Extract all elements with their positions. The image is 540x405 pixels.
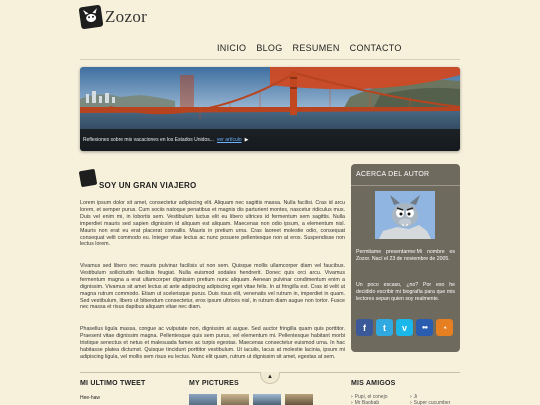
site-name: Zozor	[105, 7, 148, 26]
nav-divider	[80, 59, 460, 60]
post-paragraph: Phasellus ligula massa, congue ac vulputate non, dignissim at augue. Sed auctor fringilla quam quis porttitor. Praesent vitae dignissim magna. Pellentesque quis sem purus, vel elementum mi. Pellentesque habitant morbi tristique senectus et netus et malesuada fames ac turpis egestas. Maecenas consectetur euismod urna. In hac habitasse platea dictumst. Quisque tincidunt porttitor vestibulum. Ut iaculis, lacus at molestie lacinia, ipsum mi adipiscing ligula, vel mollis sem risus eu lectus. Nunc elit quam, rutrum ut dignissim sit amet, egestas at sem.	[80, 326, 345, 360]
about-author-intro: Permitame presentarme:Mi nombre es Zozor. Nací el 23 de noviembre de 2005.	[356, 249, 455, 262]
rss-icon[interactable]: ◔	[436, 319, 453, 336]
hero-arrow-icon: ▶	[244, 137, 249, 143]
vimeo-icon[interactable]: v	[396, 319, 413, 336]
post-paragraph: Lorem ipsum dolor sit amet, consectetur adipiscing elit. Aliquam nec sagittis massa. Nulla facilisi. Cras id arcu lorem, et semper purus. Cum sociis natoque penatibus et magnis dis parturient montes, nascetur ridiculus mus. Duis vel enim mi, in lobortis sem. Vestibulum luctus elit eu libero ultrices id fermentum sem sagittis. Nulla imperdiet mauris sed sapien dignissim id aliquam est aliquam. Maecenas non odio ipsum, a elementum nisl. Mauris non erat eu erat placerat convallis. Mauris in pretium urna. Cras laoreet molestie odio, consequat consequat velit commodo eu. Integer vitae lectus ac nunc posuere pellentesque non at eros. Suspendisse non lectus lorem.	[80, 200, 345, 248]
about-author-title: ACERCA DEL AUTOR	[356, 171, 430, 178]
friend-link[interactable]	[410, 400, 450, 405]
twitter-icon[interactable]: t	[376, 319, 393, 336]
nav-blog[interactable]: BLOG	[256, 43, 283, 53]
friend-name: Super cucumber	[413, 400, 451, 405]
footer-toggle-button[interactable]	[260, 372, 280, 384]
zozor-logo-icon	[79, 5, 104, 30]
bullet-icon: ›	[410, 400, 412, 405]
chevron-up-icon: ▲	[267, 373, 273, 380]
footer-tweet-title: MI ULTIMO TWEET	[80, 380, 146, 387]
hero-more-link[interactable]: ver artículo	[216, 137, 242, 143]
nav-inicio[interactable]: INICIO	[217, 43, 247, 53]
post-icon	[79, 169, 98, 188]
nav-resumen[interactable]: RESUMEN	[292, 43, 340, 53]
about-author-header	[351, 164, 460, 186]
picture-thumbnail[interactable]	[189, 394, 217, 405]
picture-thumbnail[interactable]	[285, 394, 313, 405]
post-paragraph: Vivamus sed libero nec mauris pulvinar facilisis ut non sem. Quisque mollis ullamcorper diam vel faucibus. Vestibulum sollicitudin facilisis feugiat. Nulla euismod sodales hendrerit. Donec quis orci arcu. Vivamus fermentum magna a erat ullamcorper dignissim pretium nunc aliquam. Aenean pulvinar condimentum enim a dignissim. Vivamus sit amet lectus at ante adipiscing adipiscing eget vitae felis. In at fringilla est. Cras id velit ut magna rutrum commodo. Etiam ut scelerisque purus. Duis risus elit, venenatis vel rutrum in, imperdiet in quam. Sed vestibulum, libero ut bibendum consectetur, eros ipsum ultrices nisl, in rutrum diam augue non tortor. Fusce nec massa et risus dapibus aliquam vitae nec diam.	[80, 263, 345, 311]
about-author-bio: Un poco escaso, ¿no? Por eso he decidido escribir mi biografía para que mis lectores sepan quien soy realmente.	[356, 282, 455, 302]
hero-banner[interactable]	[80, 67, 460, 151]
friend-name: Mr Baobab	[354, 400, 380, 405]
footer-pictures-title: MY PICTURES	[189, 380, 239, 387]
picture-thumbnail[interactable]	[253, 394, 281, 405]
bullet-icon: ›	[410, 394, 412, 400]
friend-name: Ji	[413, 394, 418, 400]
footer-tweet-text: Hee-haw	[80, 395, 101, 401]
author-avatar	[375, 191, 435, 239]
facebook-icon[interactable]: f	[356, 319, 373, 336]
hero-caption-text: Reflexiones sobre mis vacaciones en los Estados Unidos...	[83, 137, 214, 143]
friend-name: Pupi, el conejo	[354, 394, 388, 400]
flickr-icon[interactable]: ●●	[416, 319, 433, 336]
post-title: SOY UN GRAN VIAJERO	[99, 181, 197, 190]
about-author-panel	[351, 164, 460, 352]
picture-thumbnail[interactable]	[221, 394, 249, 405]
site-logo[interactable]	[80, 6, 147, 28]
footer-friends-title: MIS AMIGOS	[351, 380, 396, 387]
main-nav	[217, 43, 402, 53]
social-links	[356, 319, 453, 336]
bullet-icon: ›	[351, 394, 353, 400]
nav-contacto[interactable]: CONTACTO	[349, 43, 402, 53]
bullet-icon: ›	[351, 400, 353, 405]
hero-caption	[80, 129, 460, 151]
friend-link[interactable]	[351, 400, 379, 405]
